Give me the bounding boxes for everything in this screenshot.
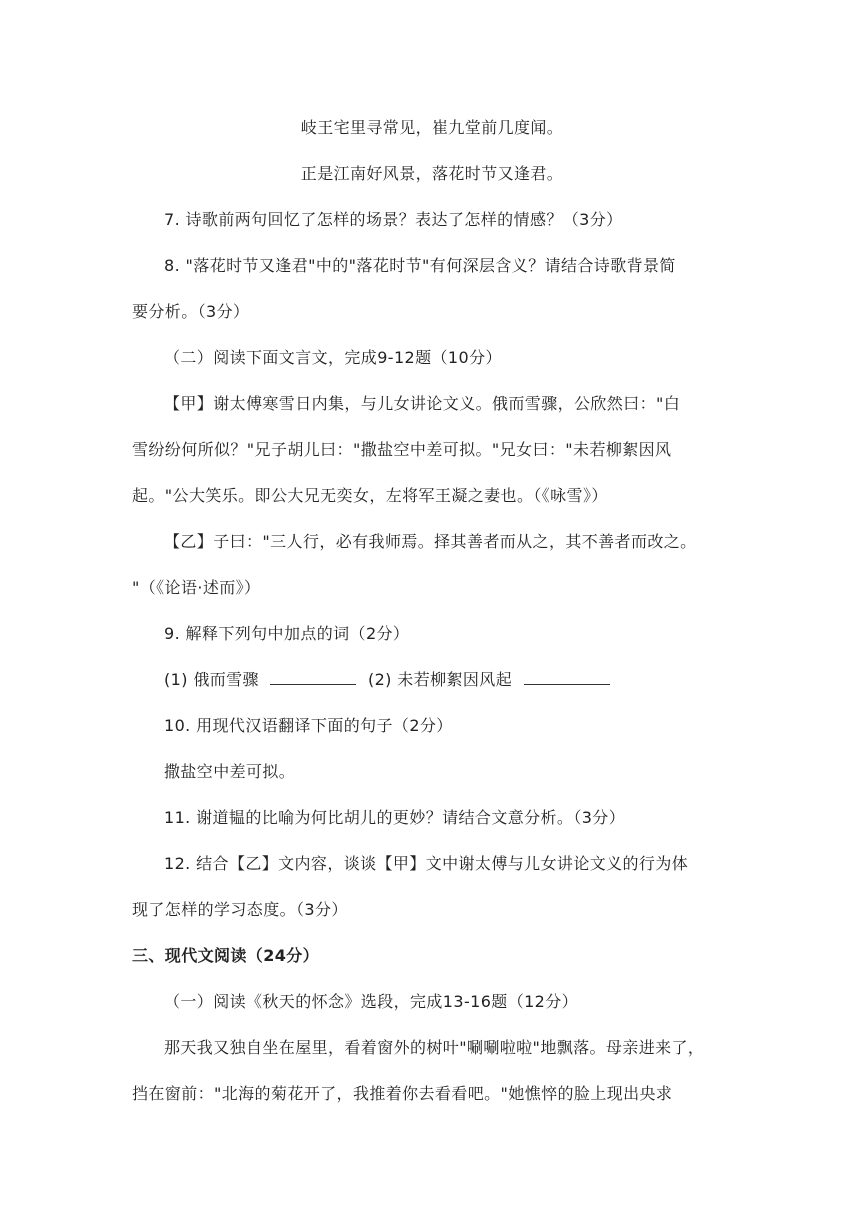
question-9-item-2: (2) 未若柳絮因风起 (367, 670, 513, 689)
poem-line-2: 正是江南好风景，落花时节又逢君。 (300, 164, 564, 183)
passage-jia-line-1: 【甲】谢太傅寒雪日内集，与儿女讲论文义。俄而雪骤，公欣然曰："白 (164, 394, 681, 413)
poem-line-1: 岐王宅里寻常见，崔九堂前几度闻。 (300, 118, 564, 137)
passage-yi-line-1: 【乙】子曰："三人行，必有我师焉。择其善者而从之，其不善者而改之。 (164, 532, 697, 551)
section-3-subtitle: （一）阅读《秋天的怀念》选段，完成13-16题（12分） (164, 992, 579, 1011)
question-8-line-2: 要分析。（3分） (132, 302, 250, 321)
answer-blank-2[interactable] (524, 666, 610, 685)
question-12-line-2: 现了怎样的学习态度。（3分） (132, 900, 348, 919)
question-8-line-1: 8. "落花时节又逢君"中的"落花时节"有何深层含义？请结合诗歌背景简 (164, 256, 676, 275)
answer-blank-1[interactable] (270, 666, 356, 685)
passage-yi-line-2: "（《论语·述而》） (132, 578, 261, 597)
question-9-items (132, 666, 732, 712)
section-3-title: 三、现代文阅读（24分） (132, 946, 320, 965)
question-9: 9. 解释下列句中加点的词（2分） (164, 624, 410, 643)
document-content (132, 114, 732, 1126)
question-10-sentence: 撒盐空中差可拟。 (164, 762, 296, 781)
question-7: 7. 诗歌前两句回忆了怎样的场景？表达了怎样的情感？（3分） (164, 210, 623, 229)
section-2-title: （二）阅读下面文言文，完成9-12题（10分） (164, 348, 502, 367)
passage-jia-line-2: 雪纷纷何所似？"兄子胡儿曰："撒盐空中差可拟。"兄女曰："未若柳絮因风 (132, 440, 672, 459)
question-12-line-1: 12. 结合【乙】文内容，谈谈【甲】文中谢太傅与儿女讲论文义的行为体 (164, 854, 689, 873)
passage-line-2: 挡在窗前："北海的菊花开了，我推着你去看看吧。"她憔悴的脸上现出央求 (132, 1084, 673, 1103)
passage-line-1: 那天我又独自坐在屋里，看着窗外的树叶"唰唰啦啦"地飘落。母亲进来了， (164, 1038, 705, 1057)
question-11: 11. 谢道韫的比喻为何比胡儿的更妙？请结合文意分析。（3分） (164, 808, 626, 827)
question-9-item-1: (1) 俄而雪骤 (164, 670, 259, 689)
passage-jia-line-3: 起。"公大笑乐。即公大兄无奕女，左将军王凝之妻也。（《咏雪》） (132, 486, 608, 505)
question-10: 10. 用现代汉语翻译下面的句子（2分） (164, 716, 453, 735)
